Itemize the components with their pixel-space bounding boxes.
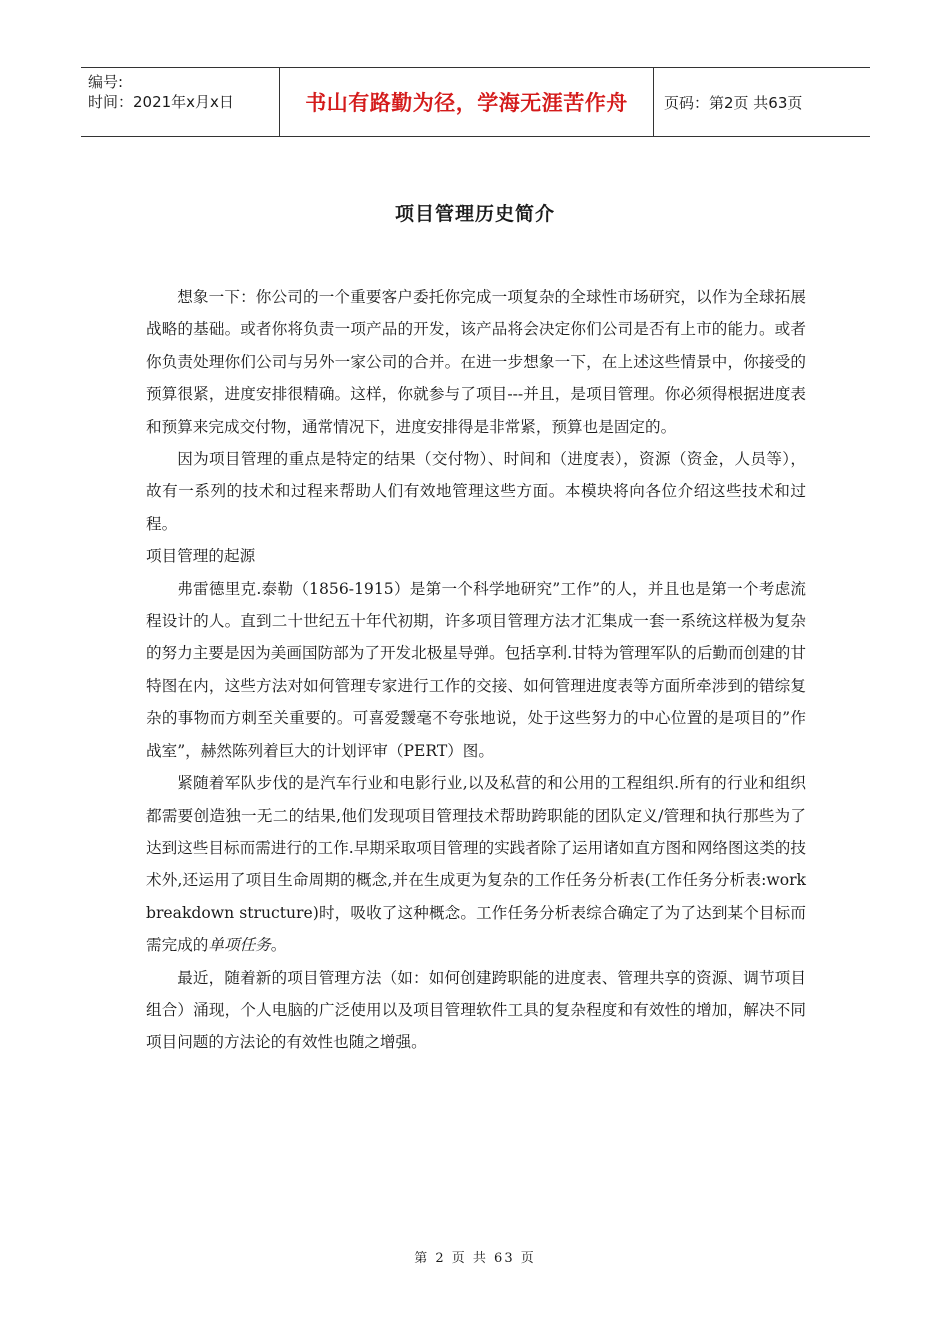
header-left-cell xyxy=(81,68,280,136)
paragraph: 想象一下：你公司的一个重要客户委托你完成一项复杂的全球性市场研究，以作为全球拓展战略的基础。或者你将负责一项产品的开发，该产品将会决定你们公司是否有上市的能力。或者你负责处理你们公司与另外一家公司的合并。在进一步想象一下，在上述这些情景中，你接受的预算很紧，进度安排很精确。这样，你就参与了项目---并且，是项目管理。你必须得根据进度表和预算来完成交付物，通常情况下，进度安排得是非常紧，预算也是固定的。 xyxy=(146,288,806,436)
paragraph: 因为项目管理的重点是特定的结果（交付物）、时间和（进度表），资源（资金，人员等），故有一系列的技术和过程来帮助人们有效地管理这些方面。本模块将向各位介绍这些技术和过程。 xyxy=(146,450,806,533)
motto: 书山有路勤为径，学海无涯苦作舟 xyxy=(280,68,654,136)
document-number-label: 编号: xyxy=(88,73,124,91)
document-title: 项目管理历史简介 xyxy=(394,203,555,225)
paragraph: 弗雷德里克.泰勒（1856-1915）是第一个科学地研究”工作”的人，并且也是第一个考虑流程设计的人。直到二十世纪五十年代初期，许多项目管理方法才汇集成一套一系统这样极为复杂的努力主要是因为美画国防部为了开发北极星导弹。包括享利.甘特为管理军队的后勤而创建的甘特图在内，这些方法对如何管理专家进行工作的交接、如何管理进度表等方面所牵涉到的错综复杂的事物而方刺至关重要的。可喜爱靉毫不夸张地说，处于这些努力的中心位置的是项目的”作战室”，赫然陈列着巨大的计划评审（PERT）图。 xyxy=(146,579,806,760)
paragraph: 最近，随着新的项目管理方法（如：如何创建跨职能的进度表、管理共享的资源、调节项目组合）涌现，个人电脑的广泛使用以及项目管理软件工具的复杂程度和有效性的增加，解决不同项目问题的方法论的有效性也随之增强。 xyxy=(146,968,806,1052)
paragraph xyxy=(146,767,806,961)
emphasis-text: 单项任务 xyxy=(208,936,271,955)
page-footer: 第 2 页 共 63 页 xyxy=(414,1251,536,1266)
paragraph-text-end: 。 xyxy=(270,936,287,955)
section-heading: 项目管理的起源 xyxy=(146,547,256,566)
paragraph-text: 紧随着军队步伐的是汽车行业和电影行业,以及私营的和公用的工程组织.所有的行业和组织都需要创造独一无二的结果,他们发现项目管理技术帮助跨职能的团队定义/管理和执行那些为了达到这些目标而需进行的工作.早期采取项目管理的实践者除了运用诸如直方图和网络图这类的技术外,还运用了项目生命周期的概念,并在生成更为复杂的工作任务分析表(工作任务分析表:work breakdown structure)时，吸收了这种概念。工作任务分析表综合确定了为了达到某个目标而需完成的 xyxy=(146,774,806,955)
document-date: 时间：2021年x月x日 xyxy=(88,93,234,111)
page-code: 页码：第2页 共63页 xyxy=(664,93,803,112)
document-body xyxy=(146,281,806,1059)
header-table xyxy=(81,67,870,137)
